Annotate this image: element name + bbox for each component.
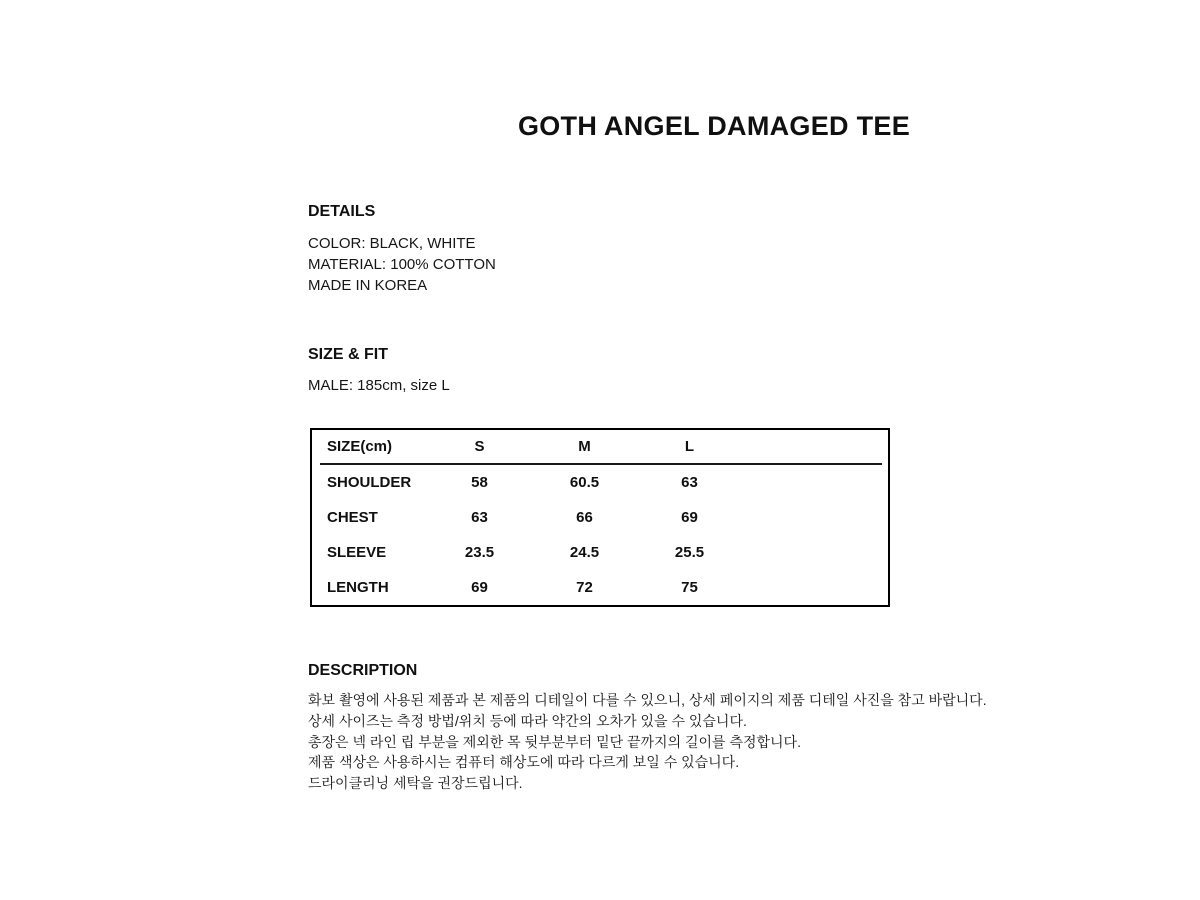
details-heading: DETAILS xyxy=(308,203,376,220)
cell-value: 58 xyxy=(471,474,488,491)
table-row-length xyxy=(312,570,888,605)
cell-value: 69 xyxy=(681,509,698,526)
table-row-chest xyxy=(312,500,888,535)
model-fit-info: MALE: 185cm, size L xyxy=(308,377,450,394)
size-column-m: M xyxy=(578,438,591,455)
product-info-page xyxy=(308,0,1120,900)
cell-value: 69 xyxy=(471,579,488,596)
size-column-s: S xyxy=(474,438,485,455)
cell-value: 63 xyxy=(681,474,698,491)
row-label: SHOULDER xyxy=(327,474,412,491)
product-title: GOTH ANGEL DAMAGED TEE xyxy=(517,111,911,141)
cell-value: 66 xyxy=(576,509,593,526)
cell-value: 25.5 xyxy=(674,544,705,561)
details-section xyxy=(308,233,496,296)
size-fit-heading: SIZE & FIT xyxy=(308,346,388,363)
cell-value: 63 xyxy=(471,509,488,526)
row-label: SLEEVE xyxy=(327,544,387,561)
row-label: CHEST xyxy=(327,509,378,526)
description-line: 상세 사이즈는 측정 방법/위치 등에 따라 약간의 오차가 있을 수 있습니다. xyxy=(308,712,747,729)
table-row-shoulder xyxy=(312,465,888,500)
cell-value: 72 xyxy=(576,579,593,596)
description-section xyxy=(308,690,987,794)
description-heading: DESCRIPTION xyxy=(308,662,418,679)
origin-line: MADE IN KOREA xyxy=(308,277,428,294)
size-table-header-row xyxy=(312,430,888,463)
description-line: 총장은 넥 라인 립 부분을 제외한 목 뒷부분부터 밑단 끝까지의 길이를 측정합니다. xyxy=(308,733,801,750)
description-line: 화보 촬영에 사용된 제품과 본 제품의 디테일이 다를 수 있으니, 상세 페이지의 제품 디테일 사진을 참고 바랍니다. xyxy=(308,692,987,708)
cell-value: 23.5 xyxy=(464,544,495,561)
cell-value: 60.5 xyxy=(569,474,600,491)
size-table xyxy=(310,428,890,607)
cell-value: 24.5 xyxy=(569,544,600,561)
row-label: LENGTH xyxy=(327,579,389,596)
size-column-l: L xyxy=(684,438,695,455)
description-line: 제품 색상은 사용하시는 컴퓨터 해상도에 따라 다르게 보일 수 있습니다. xyxy=(308,754,740,771)
material-line: MATERIAL: 100% COTTON xyxy=(308,256,496,273)
cell-value: 75 xyxy=(681,579,698,596)
size-table-header-label: SIZE(cm) xyxy=(327,438,393,455)
table-row-sleeve xyxy=(312,535,888,570)
description-line: 드라이클리닝 세탁을 권장드립니다. xyxy=(308,775,523,792)
color-line: COLOR: BLACK, WHITE xyxy=(308,235,476,252)
